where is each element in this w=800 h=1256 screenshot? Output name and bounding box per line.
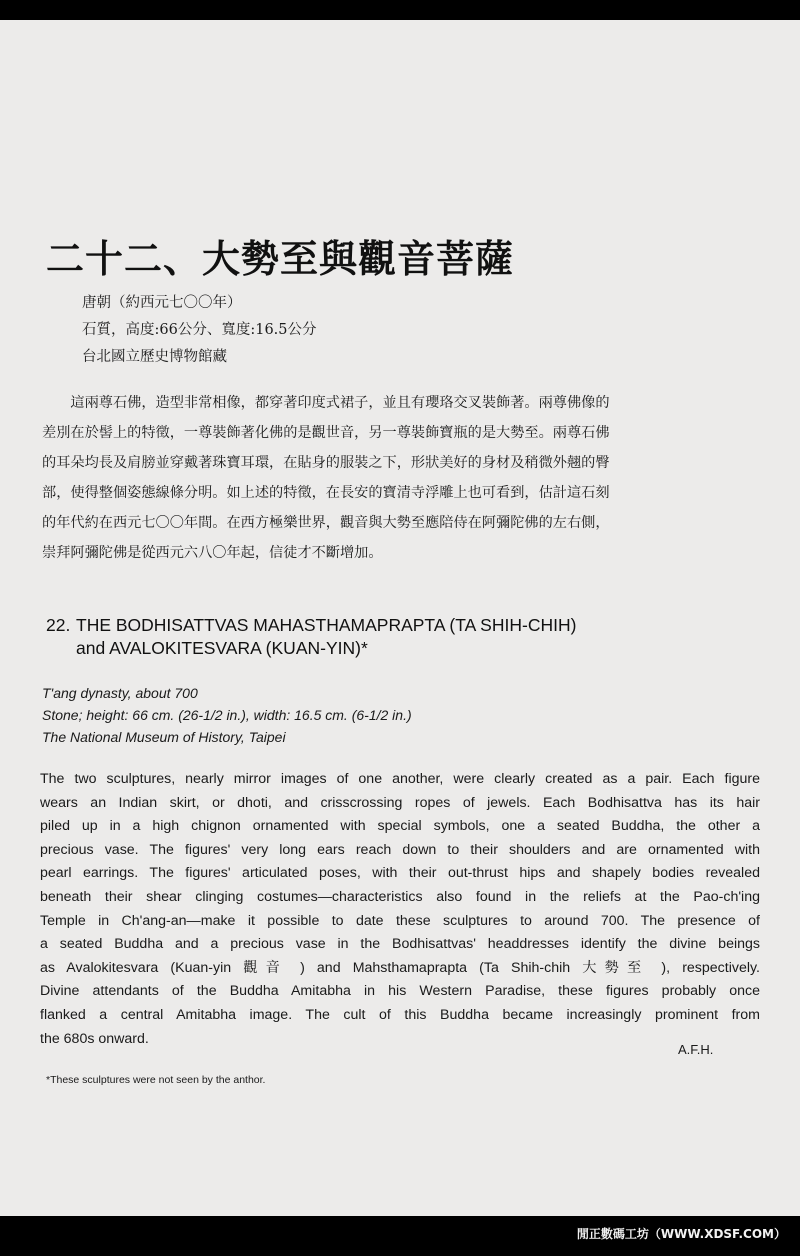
chinese-collection: 台北國立歷史博物館藏 bbox=[82, 349, 227, 365]
footnote: *These sculptures were not seen by the anthor. bbox=[46, 1074, 266, 1086]
english-body-line: piled up in a high chignon ornamented with special symbols, one a seated Buddha, the other a bbox=[40, 818, 760, 835]
english-dynasty: T'ang dynasty, about 700 bbox=[42, 685, 198, 701]
english-title-line-2: and AVALOKITESVARA (KUAN-YIN)* bbox=[76, 638, 368, 658]
chinese-body-line: 的耳朵均長及肩膀並穿戴著珠寶耳環，在貼身的服裝之下，形狀美好的身材及稍微外翹的臀 bbox=[42, 455, 610, 471]
chinese-body-line: 這兩尊石佛，造型非常相像，都穿著印度式裙子，並且有瓔珞交叉裝飾著。兩尊佛像的 bbox=[42, 395, 610, 411]
english-body-line: the 680s onward. bbox=[40, 1030, 149, 1047]
entry-number: 22. bbox=[46, 615, 71, 635]
english-collection: The National Museum of History, Taipei bbox=[42, 729, 286, 745]
chinese-body-line: 差別在於髻上的特徵，一尊裝飾著化佛的是觀世音，另一尊裝飾寶瓶的是大勢至。兩尊石佛 bbox=[42, 425, 610, 441]
chinese-dynasty: 唐朝（約西元七〇〇年） bbox=[82, 295, 242, 311]
english-body-line: The two sculptures, nearly mirror images of one another, were clearly created as a pair. Each figure bbox=[40, 771, 760, 787]
english-body-line: Temple in Ch'ang-an—make it possible to date these sculptures to around 700. The presence of bbox=[40, 912, 760, 929]
english-title-line-1: THE BODHISATTVAS MAHASTHAMAPRAPTA (TA SHIH-CHIH) bbox=[76, 615, 577, 635]
english-body-line: Divine attendants of the Buddha Amitabha in his Western Paradise, these figures probably once bbox=[40, 983, 760, 1000]
chinese-catalog-info bbox=[82, 290, 317, 371]
document-page bbox=[0, 20, 800, 1216]
chinese-body-line: 崇拜阿彌陀佛是從西元六八〇年起，信徒才不斷增加。 bbox=[42, 545, 383, 561]
chinese-description bbox=[42, 388, 766, 568]
english-body-line: beneath their shear clinging costumes—characteristics also found in the reliefs at the Pao-ch'ing bbox=[40, 888, 760, 905]
chinese-material-size: 石質，高度:66公分、寬度:16.5公分 bbox=[82, 322, 317, 338]
english-body-line: pearl earrings. The figures' articulated poses, with their out-thrust hips and shapely bodies revealed bbox=[40, 865, 760, 882]
chinese-body-line: 部，使得整個姿態線條分明。如上述的特徵，在長安的寶清寺浮雕上也可看到，估計這石刻 bbox=[42, 485, 610, 501]
english-body-line: wears an Indian skirt, or dhoti, and crisscrossing ropes of jewels. Each Bodhisattva has its hair bbox=[40, 794, 760, 811]
english-body-line: as Avalokitesvara (Kuan-yin 觀音 ) and Mahsthamaprapta (Ta Shih-chih 大勢至 ), respectively. bbox=[40, 959, 760, 976]
english-title bbox=[46, 614, 576, 660]
chinese-body-line: 的年代約在西元七〇〇年間。在西方極樂世界，觀音與大勢至應陪侍在阿彌陀佛的左右側， bbox=[42, 515, 610, 531]
english-body-line: flanked a central Amitabha image. The cult of this Buddha became increasingly prominent from bbox=[40, 1006, 760, 1023]
english-body-line: precious vase. The figures' very long ears reach down to their shoulders and are ornamented with bbox=[40, 841, 760, 858]
english-material-size: Stone; height: 66 cm. (26-1/2 in.), width: 16.5 cm. (6-1/2 in.) bbox=[42, 707, 412, 723]
author-initials: A.F.H. bbox=[678, 1042, 714, 1057]
chinese-title: 二十二、大勢至與觀音菩薩 bbox=[46, 236, 515, 281]
english-body-line: a seated Buddha and a precious vase in the Bodhisattvas' headdresses identify the divine beings bbox=[40, 936, 760, 953]
scanner-watermark: 閒正數碼工坊（WWW.XDSF.COM） bbox=[576, 1227, 786, 1241]
english-catalog-info bbox=[42, 682, 412, 748]
english-description bbox=[40, 768, 760, 1051]
